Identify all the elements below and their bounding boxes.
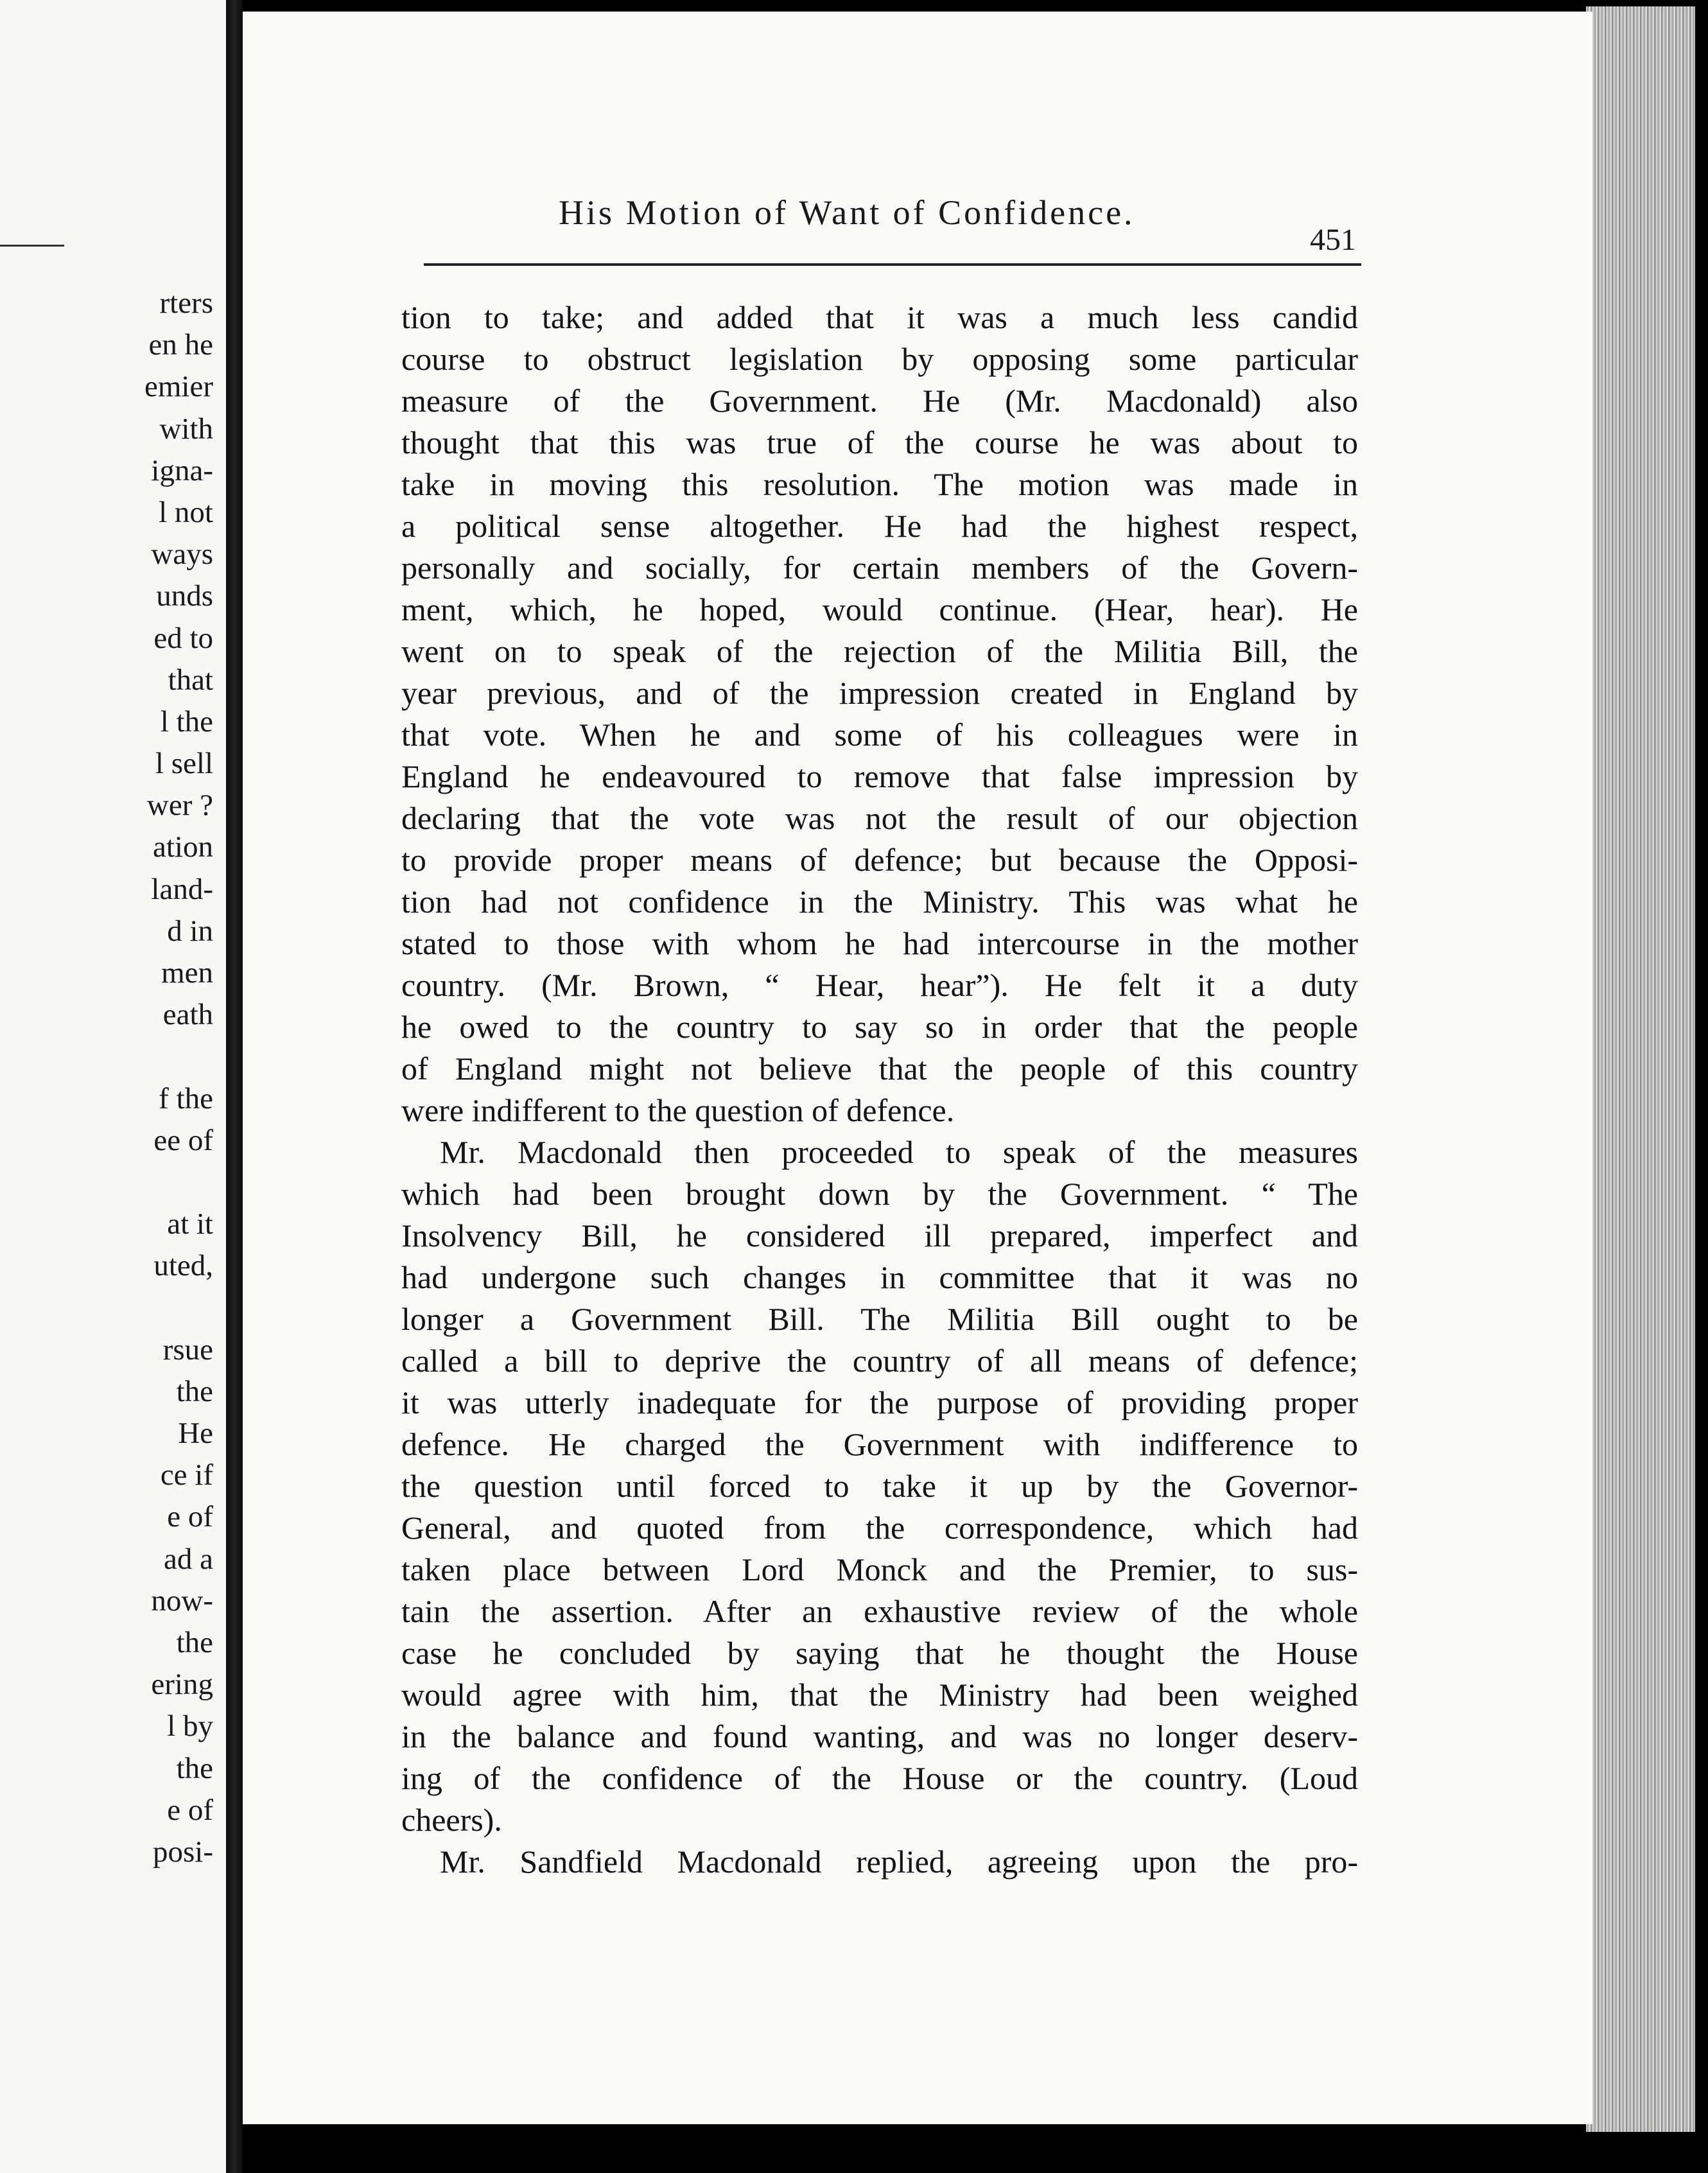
text-line: England he endeavoured to remove that false impression by <box>401 758 1358 794</box>
text-line: declaring that the vote was not the result of our objection <box>401 800 1358 836</box>
text-line: Insolvency Bill, he considered ill prepared, imperfect and <box>401 1217 1358 1253</box>
text-line: the question until forced to take it up by the Governor- <box>401 1468 1358 1504</box>
text-line: it was utterly inadequate for the purpose of providing proper <box>401 1384 1358 1420</box>
left-page-line: ering <box>151 1668 213 1702</box>
left-page-head-rule <box>0 245 64 247</box>
left-page-line: eath <box>162 998 213 1032</box>
text-line: course to obstruct legislation by opposing some particular <box>401 341 1358 377</box>
text-line: had undergone such changes in committee that it was no <box>401 1259 1358 1295</box>
text-line: measure of the Government. He (Mr. Macdonald) also <box>401 383 1358 419</box>
left-page-line <box>0 1287 213 1329</box>
left-page-line: the <box>176 1374 213 1408</box>
left-page-line: en he <box>148 328 213 362</box>
left-page-line: now- <box>151 1584 213 1618</box>
left-page-line: the <box>176 1751 213 1785</box>
text-line: in the balance and found wanting, and was no longer deserv- <box>401 1718 1358 1754</box>
text-line: went on to speak of the rejection of the Militia Bill, the <box>401 633 1358 669</box>
left-page-line: unds <box>156 579 213 613</box>
text-line: General, and quoted from the correspondence, which had <box>401 1510 1358 1546</box>
text-line: of England might not believe that the people of this country <box>401 1051 1358 1086</box>
left-page-line: that <box>168 663 213 697</box>
left-page-line: rsue <box>162 1332 213 1366</box>
left-page-line: men <box>161 956 213 990</box>
running-head-rule <box>424 263 1361 266</box>
left-page-line: ce if <box>160 1458 213 1492</box>
left-page-line: e of <box>167 1793 213 1827</box>
text-line: tion to take; and added that it was a much less candid <box>401 299 1358 335</box>
left-page-line: posi- <box>153 1835 213 1869</box>
left-page-line: ad a <box>164 1542 213 1576</box>
left-page-line: ee of <box>153 1123 213 1157</box>
left-page-line: at it <box>167 1207 213 1241</box>
text-line: Mr. Sandfield Macdonald replied, agreeing upon the pro- <box>440 1844 1358 1880</box>
text-line: thought that this was true of the course he was about to <box>401 424 1358 460</box>
text-line: country. (Mr. Brown, “ Hear, hear”). He felt it a duty <box>401 967 1358 1003</box>
book-gutter <box>226 0 243 2173</box>
left-page-line: l sell <box>155 747 213 781</box>
left-page-line: with <box>159 412 213 446</box>
left-page-line <box>0 1162 213 1203</box>
left-page-line: l by <box>167 1709 213 1743</box>
left-page-line: l the <box>160 704 213 738</box>
left-page-line: ation <box>153 830 213 864</box>
page-edge-stack <box>1586 6 1695 2132</box>
text-line: take in moving this resolution. The motion was made in <box>401 466 1358 502</box>
text-line: ing of the confidence of the House or the country. (Loud <box>401 1760 1358 1796</box>
text-line: personally and socially, for certain members of the Govern- <box>401 550 1358 586</box>
text-line: he owed to the country to say so in order that the people <box>401 1009 1358 1045</box>
left-page-line: l not <box>159 495 213 529</box>
facing-page-left <box>0 0 226 2173</box>
left-page-line: f the <box>159 1081 213 1115</box>
left-page-line: emier <box>144 370 213 404</box>
text-line: stated to those with whom he had intercourse in the mother <box>401 925 1358 961</box>
text-line: which had been brought down by the Government. “ The <box>401 1176 1358 1212</box>
text-line: called a bill to deprive the country of all means of defence; <box>401 1343 1358 1379</box>
text-line: were indifferent to the question of defence. <box>401 1092 955 1128</box>
body-text <box>401 297 1358 1883</box>
left-page-line: land- <box>151 872 213 906</box>
left-page-line: e of <box>167 1500 213 1534</box>
left-page-line: wer ? <box>146 789 213 823</box>
text-line: a political sense altogether. He had the highest respect, <box>401 508 1358 544</box>
text-line: ment, which, he hoped, would continue. (Hear, hear). He <box>401 591 1358 627</box>
text-line: defence. He charged the Government with indifference to <box>401 1426 1358 1462</box>
left-page-line: uted, <box>153 1249 213 1283</box>
text-line: Mr. Macdonald then proceeded to speak of the measures <box>440 1134 1358 1170</box>
left-page-line: the <box>176 1626 213 1659</box>
text-line: tain the assertion. After an exhaustive review of the whole <box>401 1593 1358 1629</box>
text-line: taken place between Lord Monck and the Premier, to sus- <box>401 1551 1358 1587</box>
text-line: that vote. When he and some of his colleagues were in <box>401 717 1358 753</box>
text-line: would agree with him, that the Ministry had been weighed <box>401 1677 1358 1713</box>
text-line: longer a Government Bill. The Militia Bill ought to be <box>401 1301 1358 1337</box>
text-line: cheers). <box>401 1802 502 1838</box>
text-line: case he concluded by saying that he thought the House <box>401 1635 1358 1671</box>
page-number: 451 <box>1310 223 1356 257</box>
text-line: tion had not confidence in the Ministry. This was what he <box>401 884 1358 920</box>
text-line: year previous, and of the impression created in England by <box>401 675 1358 711</box>
left-page-line: ed to <box>153 621 213 655</box>
left-page-line: ways <box>151 537 213 572</box>
left-page-line: He <box>178 1417 213 1451</box>
left-page-text <box>0 283 213 1873</box>
text-line: to provide proper means of defence; but because the Opposi- <box>401 842 1358 878</box>
running-head <box>559 193 1265 232</box>
left-page-line: d in <box>167 914 213 948</box>
left-page-line: rters <box>159 286 213 320</box>
left-page-line <box>0 1036 213 1078</box>
left-page-line: igna- <box>151 453 213 487</box>
running-head-text: His Motion of Want of Confidence. <box>559 193 1135 232</box>
